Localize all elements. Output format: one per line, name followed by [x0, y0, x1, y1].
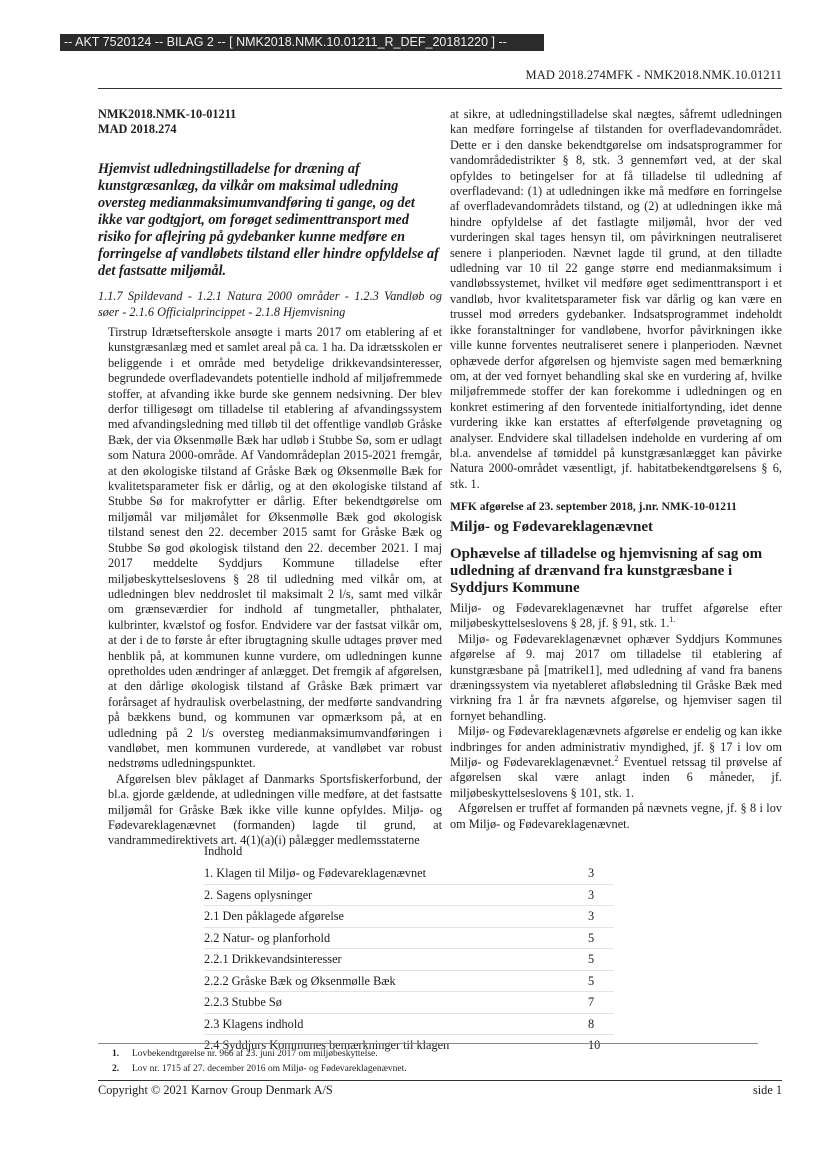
case-keywords: 1.1.7 Spildevand - 1.2.1 Natura 2000 områder - 1.2.3 Vandløb og søer - 2.1.6 Officialprincippet - 2.1.8 Hjemvisning: [98, 289, 442, 319]
decision-paragraph: Miljø- og Fødevareklagenævnet ophæver Syddjurs Kommunes afgørelse af 9. maj 2017 om tilladelse til etablering af kunstgræsbane på [matrikel1], med udledning af vand fra banens dræningssystem via nyetableret afløbsledning til Gråske Bæk med virkning fra 1 år fra nævnets afgørelse, og hjemviser sagen til fornyet behandling.: [450, 631, 782, 723]
toc-entry-label: 2.2.3 Stubbe Sø: [204, 995, 282, 1009]
toc-entry-page: 5: [588, 973, 595, 988]
copyright: Copyright © 2021 Karnov Group Denmark A/S: [98, 1083, 333, 1097]
toc-title: Indhold: [204, 844, 243, 858]
toc-entry-page: 7: [588, 995, 595, 1009]
body-paragraph: Tirstrup Idrætsefterskole ansøgte i marts 2017 om etablering af et kunstgræsanlæg med et samlet areal på ca. 1 ha. Da idrætsskolen er beliggende i et område med betydelige drikkevandsinteresser, begrundede overfladevandets potentielle indhold af miljøfremmede stoffer, at afvanding ikke burde ske gennem nedsivning. Der blev derfor tilligesøgt om tilladelse til etablering af afvandingssystem med afvandingsledning med tilløb til det offentlige vandløb Gråske Bæk, der via Øksenmølle Bæk har udløb i Stubbe Sø, som er udlagt som Natura 2000-område. Af Vandområdeplan 2015-2021 fremgår, at den økologiske tilstand af Gråske Bæk og Øksenmølle Bæk for kvalitetsparameter fisk er dårlig, og at den økologiske tilstand af Stubbe Sø for makrofytter er dårlig. Efter bekendtgørelse om miljømål var miljømålet for Øksenmølle Bæk god økologisk tilstand senest den 22. december 2015 samt for Gråske Bæk og Stubbe Sø god økologisk tilstand den 22. december 2021. I maj 2017 meddelte Syddjurs Kommune tilladelse efter miljøbeskyttelseslovens § 28 til udledning med vilkår om, at udledningen blev neddroslet til maksimalt 2 l/s, samt med vilkår om grænseværdier for indhold af tungmetaller, phthalater, kulbrinter, kvælstof og fosfor. Endvidere var der fastsat vilkår om, at der i de to første år efter ibrugtagning skulle udtages prøver med henblik på, at kommunen kunne vurdere, om udledningen kunne opretholdes uden ændringer af anlægget. Det fremgik af afgørelsen, at den dårlige økologisk tilstand af Gråske Bæk primært var forårsaget af hydraulisk overbelastning, der medførte sandvandring på bækkens bund, og kommunen var opmærksom på, at en udledning på 2 l/s oversteg medianmaksimumvandføringen i vandløbet, men kommunen vurderede, at vandløbet var robust nedstrøms udledningspunktet.: [108, 325, 442, 771]
toc-entry-label: 2.2.1 Drikkevandsinteresser: [204, 952, 342, 966]
case-id-mad: MAD 2018.274: [98, 122, 177, 136]
toc-entry-label: 1. Klagen til Miljø- og Fødevareklagenævnet: [204, 866, 426, 880]
case-id-nmk: NMK2018.NMK-10-01211: [98, 107, 237, 121]
footer-divider: [98, 1080, 782, 1081]
footnotes: [98, 1047, 407, 1076]
case-body-left: [98, 325, 442, 849]
footnote-divider: [98, 1043, 758, 1044]
board-name: Miljø- og Fødevareklagenævnet: [450, 518, 654, 535]
toc-entry-label: 2.1 Den påklagede afgørelse: [204, 909, 344, 923]
toc-entry-page: 5: [588, 952, 595, 966]
body-paragraph: at sikre, at udledningstilladelse skal nægtes, såfremt udledningen kan medføre forringelse af tilstanden for overfladevandområdet. Dette er i den danske bekendtgørelse om indsatsprogrammer for vandområdedistrikter § 8, stk. 3 gennemført ved, at der skal opfyldes to betingelser for at få tilladelse til udledning af overfladevand: (1) at udledningen ikke må medføre en forringelse af overfladevandområdets tilstand, og (2) at udledningen ikke må hindre opfyldelse af det fastlagte miljømål, hvor der ved vurderingen skal tages hensyn til, om påvirkningen neutraliseret senere i planperioden. Nævnet lagde til grund, at den tilladte udledning var 10 til 22 gange større end medianmaksimum i vandløbssystemet, hvilket vil medføre øget sedimenttransport i et vandløb, hvor kvalitetsparameter fisk var dårlig og kan være en trussel mod ørreders gydebanker. Indsatsprogrammet indeholdt ikke foranstaltninger for vandløbene, hvorfor påvirkningen ikke ville kunne forventes neutraliseret senere i planperioden. Nævnet ophævede derfor afgørelsen og hjemviste sagen med bemærkning om, at der ved fornyet behandling skal ske en vurdering af, hvilke miljøfremmede stoffer der kan forekomme i udledningen og en konkret estimering af den forventede initialfortynding, idet denne vurdering ikke kan erstattes af efterfølgende prøvetagning og analyser. Endvidere skal tilladelsen indeholde en vurdering af om bl.a. anvendelse af tømiddel på kunstgræsanlægget kan påvirke Natura 2000-området væsentligt, jf. habitatbekendtgørelsens § 6, stk. 1.: [450, 107, 782, 491]
toc-entry[interactable]: [204, 1013, 614, 1035]
toc-entry-label: 2.3 Klagens indhold: [204, 1016, 304, 1031]
toc-entry-label: 2.2 Natur- og planforhold: [204, 930, 331, 945]
right-column: [450, 107, 782, 832]
toc-entry-label: 2.4 Syddjurs Kommunes bemærkninger til klagen: [204, 1038, 450, 1052]
toc-entry[interactable]: [204, 927, 614, 949]
footnote: 2. Lov nr. 1715 af 27. december 2016 om Miljø- og Fødevareklagenævnet.: [112, 1063, 407, 1074]
toc-entry[interactable]: [204, 948, 614, 970]
footnote: 1. Lovbekendtgørelse nr. 966 af 23. juni 2017 om miljøbeskyttelse.: [112, 1049, 378, 1059]
header-reference: MAD 2018.274MFK - NMK2018.NMK.10.01211: [525, 68, 782, 82]
body-paragraph: Afgørelsen blev påklaget af Danmarks Sportsfiskerforbund, der bl.a. gjorde gældende, at udledningen ville medføre, at det fastsatte miljømål for Gråske Bæk ikke ville kunne opfyldes. Miljø- og Fødevareklagenævnet (formanden) lagde til grund, at vandrammedirektivets art. 4(1)(a)(i) pålægger medlemsstaterne: [108, 771, 442, 848]
footnote-ref[interactable]: 1.: [669, 615, 676, 625]
toc-entry-page: 10: [588, 1038, 601, 1052]
toc-entry-label: 2.2.2 Gråske Bæk og Øksenmølle Bæk: [204, 973, 396, 988]
decision-title: Ophævelse af tilladelse og hjemvisning af sag om udledning af drænvand fra kunstgræsbane i Syddjurs Kommune: [450, 545, 763, 596]
page-number: side 1: [752, 1083, 782, 1097]
case-summary: Hjemvist udledningstilladelse for dræning af kunstgræsanlæg, da vilkår om maksimal udledning oversteg medianmaksimumvandføring ti gange, og det ikke var godtgjort, om forøget sedimenttransport med risiko for aflejring på gydebanker kunne medføre en forringelse af vandløbets tilstand eller hindre opfyldelse af det fastsatte miljømål.: [98, 161, 439, 279]
decision-paragraph: Miljø- og Fødevareklagenævnets afgørelse er endelig og kan ikke indbringes for anden administrativ myndighed, jf. § 17 i lov om Miljø- og Fødevareklagenævnet.$^2$ Eventuel retssag til prøvelse af afgørelsen skal være anlagt inden 6 måneder, jf. miljøbeskyttelseslovens § 101, stk. 1.: [450, 724, 783, 800]
toc-entry[interactable]: [204, 863, 614, 884]
toc-entry[interactable]: [204, 970, 614, 992]
toc-entry-page: 3: [588, 887, 595, 902]
toc-entry-label: 2. Sagens oplysninger: [204, 887, 313, 902]
footnote-ref[interactable]: 2: [614, 753, 619, 763]
toc-entry[interactable]: [204, 884, 614, 906]
case-ids: [98, 107, 442, 137]
header-divider: [98, 88, 782, 89]
toc-entry-page: 5: [588, 930, 595, 945]
decision-reference: MFK afgørelse af 23. september 2018, j.nr. NMK-10-01211: [450, 501, 737, 514]
toc-entry[interactable]: [204, 991, 614, 1013]
toc-entry-page: 3: [588, 866, 595, 880]
decision-paragraph: Afgørelsen er truffet af formanden på nævnets vegne, jf. § 8 i lov om Miljø- og Fødevareklagenævnet.: [450, 801, 782, 831]
toc-entry-page: 3: [588, 909, 595, 923]
toc-entry[interactable]: [204, 905, 614, 927]
decision-paragraph: Miljø- og Fødevareklagenævnet har truffet afgørelse efter miljøbeskyttelseslovens § 28, jf. § 91, stk. 1.$^{1.}$: [450, 600, 782, 631]
toc-entry-page: 8: [588, 1016, 595, 1031]
table-of-contents: [204, 843, 614, 1056]
document-id-banner: -- AKT 7520124 -- BILAG 2 -- [ NMK2018.NMK.10.01211_R_DEF_20181220 ] --: [60, 34, 544, 51]
left-column: [98, 107, 442, 849]
